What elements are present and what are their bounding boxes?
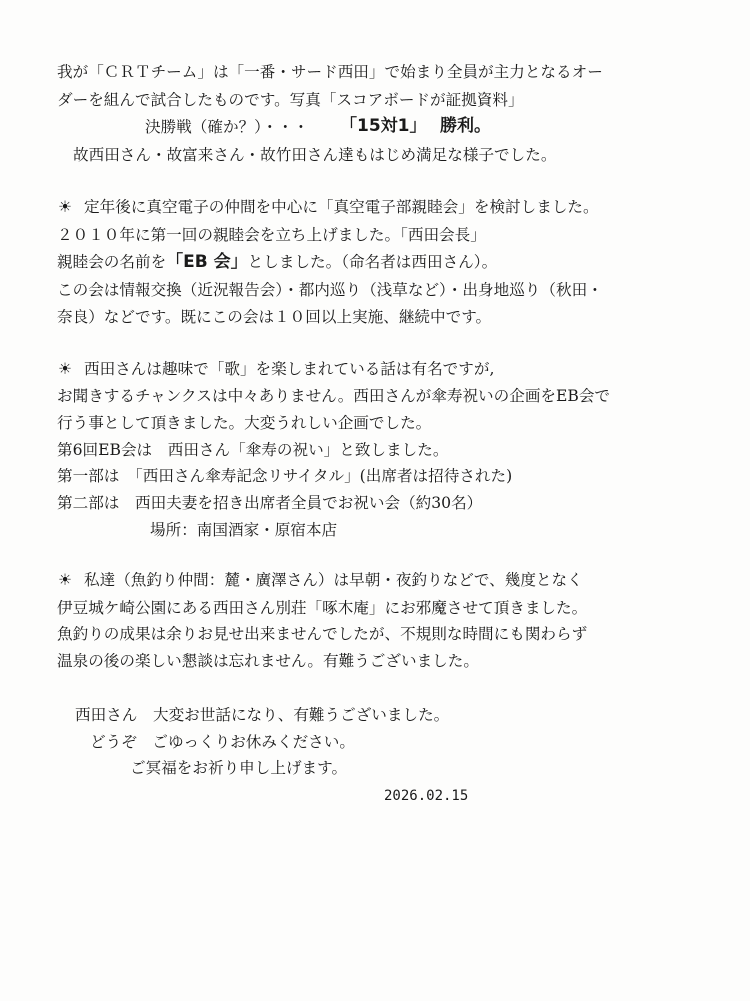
paragraph-line: 行う事として頂きました。大変うれしい企画でした。 — [57, 414, 432, 432]
bullet-line — [58, 570, 583, 590]
eb-name-text: 「EB 会」 — [166, 252, 248, 272]
closing-line: ご冥福をお祈り申し上げます。 — [130, 759, 348, 777]
paragraph-line: 第二部は 西田夫妻を招き出席者全員でお祝い会（約30名） — [57, 494, 483, 512]
paragraph-line: 伊豆城ケ崎公園にある西田さん別荘「啄木庵」にお邪魔させて頂きました。 — [57, 599, 588, 617]
venue-text: 場所：南国酒家・原宿本店 — [150, 521, 338, 539]
paragraph-line: 奈良）などです。既にこの会は１０回以上実施、継続中です。 — [57, 308, 492, 326]
sun-icon: ☀ — [58, 360, 72, 378]
date-text: 2026.02.15 — [384, 788, 469, 804]
paragraph-line: 我が「ＣＲＴチーム」は「一番・サード西田」で始まり全員が主力となるオー — [57, 63, 603, 81]
paragraph-line: お聞きするチャンクスは中々ありません。西田さんが傘寿祝いの企画をEB会で — [57, 387, 611, 405]
paragraph-line: ダーを組んで試合したものです。写真「スコアボードが証拠資料」 — [57, 91, 524, 109]
paragraph-text: 定年後に真空電子の仲間を中心に「真空電子部親睦会」を検討しました。 — [84, 198, 599, 216]
result-text: 勝利。 — [440, 116, 491, 136]
bullet-line — [58, 197, 599, 217]
paragraph-line — [57, 252, 497, 272]
paragraph-line: 温泉の後の楽しい懇談は忘れません。有難うございました。 — [57, 652, 479, 670]
sun-icon: ☀ — [58, 571, 72, 589]
sun-icon: ☀ — [58, 198, 72, 216]
paragraph-line: 魚釣りの成果は余りお見せ出来ませんでしたが、不規則な時間にも関わらず — [57, 625, 588, 643]
text: としました。（命名者は西田さん）。 — [247, 253, 498, 271]
paragraph-line: 第6回EB会は 西田さん「傘寿の祝い」と致しました。 — [57, 441, 449, 459]
text: 親睦会の名前を — [57, 253, 167, 271]
paragraph-line: ２０１０年に第一回の親睦会を立ち上げました。「西田会長」 — [57, 226, 486, 244]
paragraph-text: 西田さんは趣味で「歌」を楽しまれている話は有名ですが, — [84, 360, 495, 378]
final-game-text: 決勝戦（確か？）・・・ — [145, 118, 309, 136]
paragraph-line: 故西田さん・故富来さん・故竹田さん達もはじめ満足な様子でした。 — [73, 146, 557, 164]
closing-line: どうぞ ごゆっくりお休みください。 — [90, 733, 355, 751]
bullet-line — [58, 359, 494, 379]
paragraph-line: この会は情報交換（近況報告会）・都内巡り（浅草など）・出身地巡り（秋田・ — [57, 281, 603, 299]
closing-line: 西田さん 大変お世話になり、有難うございました。 — [75, 706, 450, 724]
paragraph-text: 私達（魚釣り仲間：麓・廣澤さん）は早朝・夜釣りなどで、幾度となく — [84, 571, 583, 589]
paragraph-line: 第一部は 「西田さん傘寿記念リサイタル」(出席者は招待された) — [57, 467, 513, 485]
score-text: 「15対1」 — [340, 116, 427, 136]
